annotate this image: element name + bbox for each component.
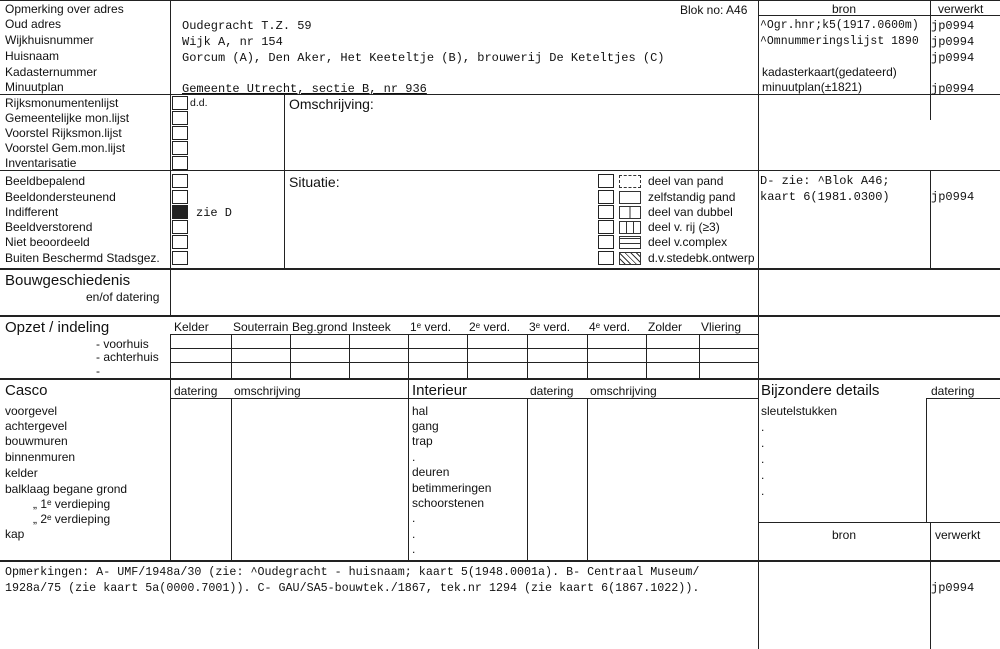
opzet-grid-line: [290, 334, 291, 378]
bron-entry: ^Ogr.hnr;k5(1917.0600m): [760, 19, 919, 32]
details-datering-label: datering: [931, 384, 975, 398]
situatie-option: deel van pand: [648, 174, 724, 188]
opmerkingen-line: 1928a/75 (zie kaart 5a(0000.7001)). C- GAU/SA5-bouwtek./1867, tek.nr 1294 (zie kaart 6(1867.1022)).: [5, 581, 700, 595]
interieur-title: Interieur: [412, 382, 468, 399]
label-voorstel-rijks: Voorstel Rijksmon.lijst: [5, 126, 122, 140]
casco-datering-label: datering: [174, 384, 218, 398]
interieur-item: betimmeringen: [412, 481, 492, 495]
opzet-grid-line: [527, 334, 528, 378]
opzet-col-1-verd: 1ᵉ verd.: [410, 320, 452, 334]
bron-header: bron: [832, 2, 857, 16]
details-bron-label: bron: [832, 528, 857, 542]
opzet-grid-line: [587, 334, 588, 378]
situatie-option: deel van dubbel: [648, 205, 733, 219]
divider: [0, 378, 1000, 380]
interieur-item: trap: [412, 434, 433, 448]
opzet-col-souterrain: Souterrain: [233, 320, 289, 334]
label-inventarisatie: Inventarisatie: [5, 156, 77, 170]
opzet-grid-line: [467, 334, 468, 378]
checkbox-beeldbepalend[interactable]: [172, 174, 188, 188]
bouwgeschiedenis-subtitle: en/of datering: [86, 290, 160, 304]
situatie-bron: kaart 6(1981.0300): [760, 190, 890, 204]
label-opmerking-adres: Opmerking over adres: [5, 2, 124, 16]
details-item: sleutelstukken: [761, 404, 838, 418]
casco-item: achtergevel: [5, 419, 68, 433]
interieur-datering-label: datering: [530, 384, 574, 398]
casco-omschrijving-label: omschrijving: [234, 384, 301, 398]
divider: [587, 398, 588, 560]
bron-entry: kadasterkaart(gedateerd): [762, 65, 897, 79]
bouwgeschiedenis-title: Bouwgeschiedenis: [5, 272, 131, 289]
divider: [758, 522, 1000, 523]
divider: [0, 170, 1000, 171]
divider: [231, 398, 232, 560]
divider: [527, 398, 528, 560]
minuutplan-value: Gemeente Utrecht, sectie B, nr 936: [182, 82, 427, 96]
checkbox-rijksmonument[interactable]: [172, 96, 188, 110]
label-buiten-beschermd: Buiten Beschermd Stadsgez.: [5, 251, 160, 265]
interieur-item: deuren: [412, 465, 450, 479]
verwerkt-entry: jp0994: [931, 82, 975, 96]
deel-van-pand-icon: [619, 175, 641, 188]
checkbox-buiten-beschermd[interactable]: [172, 251, 188, 265]
dd-label: d.d.: [190, 97, 208, 109]
interieur-item: .: [412, 450, 416, 464]
label-gemeentelijke: Gemeentelijke mon.lijst: [5, 111, 130, 125]
details-item: .: [761, 484, 765, 498]
checkbox-indifferent[interactable]: [172, 205, 188, 219]
verwerkt-entry: jp0994: [931, 35, 975, 49]
opzet-grid-line: [699, 334, 700, 378]
wijkhuisnummer-value: Wijk A, nr 154: [182, 35, 283, 49]
zie-d-note: zie D: [196, 206, 233, 220]
divider: [930, 170, 931, 268]
divider: [758, 0, 759, 649]
checkbox-deel-van-dubbel[interactable]: [598, 205, 614, 219]
casco-item: balklaag begane grond: [5, 482, 128, 496]
opzet-grid-line: [349, 334, 350, 378]
situatie-option: d.v.stedebk.ontwerp: [648, 251, 755, 265]
checkbox-gemeentelijk[interactable]: [172, 111, 188, 125]
checkbox-beeldverstorend[interactable]: [172, 220, 188, 234]
opzet-title: Opzet / indeling: [5, 319, 110, 336]
divider: [0, 94, 1000, 95]
complex-icon: [619, 236, 641, 249]
opzet-grid-line: [170, 334, 171, 378]
casco-item: „ 1ᵉ verdieping: [33, 497, 111, 511]
divider: [0, 560, 1000, 562]
opzet-col-zolder: Zolder: [648, 320, 683, 334]
zelfstandig-pand-icon: [619, 191, 641, 204]
details-item: .: [761, 468, 765, 482]
checkbox-beeldondersteunend[interactable]: [172, 190, 188, 204]
interieur-item: hal: [412, 404, 429, 418]
casco-item: „ 2ᵉ verdieping: [33, 512, 111, 526]
label-huisnaam: Huisnaam: [5, 49, 60, 63]
interieur-item: gang: [412, 419, 439, 433]
checkbox-deel-v-rij[interactable]: [598, 220, 614, 234]
checkbox-deel-van-pand[interactable]: [598, 174, 614, 188]
checkbox-stedebk-ontwerp[interactable]: [598, 251, 614, 265]
label-rijksmonumentenlijst: Rijksmonumentenlijst: [5, 96, 119, 110]
opzet-col-beg-grond: Beg.grond: [292, 320, 348, 334]
opzet-col-3-verd: 3ᵉ verd.: [529, 320, 571, 334]
opzet-col-4-verd: 4ᵉ verd.: [589, 320, 631, 334]
label-beeldondersteunend: Beeldondersteunend: [5, 190, 116, 204]
verwerkt-header: verwerkt: [938, 2, 984, 16]
label-oud-adres: Oud adres: [5, 17, 62, 31]
opzet-grid-line: [170, 334, 758, 335]
verwerkt-entry: jp0994: [931, 19, 975, 33]
huisnaam-value: Gorcum (A), Den Aker, Het Keeteltje (B), brouwerij De Keteltjes (C): [182, 51, 665, 65]
situatie-verwerkt: jp0994: [931, 190, 975, 204]
details-verwerkt-label: verwerkt: [935, 528, 981, 542]
bron-entry: ^Omnummeringslijst 1890: [760, 35, 919, 48]
checkbox-zelfstandig-pand[interactable]: [598, 190, 614, 204]
details-item: .: [761, 436, 765, 450]
casco-item: bouwmuren: [5, 434, 68, 448]
details-title: Bijzondere details: [761, 382, 880, 399]
divider: [170, 0, 171, 268]
interieur-item: .: [412, 511, 416, 525]
opzet-grid-line: [170, 362, 758, 363]
situatie-option: deel v.complex: [648, 235, 728, 249]
situatie-option: deel v. rij (≥3): [648, 220, 720, 234]
checkbox-voorstel-rijks[interactable]: [172, 126, 188, 140]
details-item: .: [761, 420, 765, 434]
casco-title: Casco: [5, 382, 48, 399]
opzet-col-vliering: Vliering: [701, 320, 742, 334]
opzet-row-voorhuis: - voorhuis: [96, 337, 149, 351]
opzet-row-empty: -: [96, 364, 100, 378]
divider: [926, 398, 927, 522]
opzet-col-kelder: Kelder: [174, 320, 209, 334]
label-niet-beoordeeld: Niet beoordeeld: [5, 235, 90, 249]
dubbel-pand-icon: [619, 206, 641, 219]
opzet-col-insteek: Insteek: [352, 320, 391, 334]
verwerkt-entry: jp0994: [931, 51, 975, 65]
omschrijving-label: Omschrijving:: [289, 96, 374, 112]
opzet-grid-line: [170, 348, 758, 349]
interieur-omschrijving-label: omschrijving: [590, 384, 657, 398]
opzet-grid-line: [231, 334, 232, 378]
divider: [408, 380, 409, 560]
label-voorstel-gem: Voorstel Gem.mon.lijst: [5, 141, 126, 155]
label-beeldbepalend: Beeldbepalend: [5, 174, 86, 188]
casco-item: voorgevel: [5, 404, 58, 418]
checkbox-niet-beoordeeld[interactable]: [172, 235, 188, 249]
divider: [170, 270, 171, 315]
opzet-row-achterhuis: - achterhuis: [96, 350, 159, 364]
interieur-item: schoorstenen: [412, 496, 485, 510]
label-beeldverstorend: Beeldverstorend: [5, 220, 93, 234]
blok-number: Blok no: A46: [680, 3, 748, 17]
rij-pand-icon: [619, 221, 641, 234]
divider: [170, 380, 171, 560]
opmerkingen-verwerkt: jp0994: [931, 581, 975, 595]
bron-entry: minuutplan(±1821): [762, 80, 862, 94]
opzet-col-2-verd: 2ᵉ verd.: [469, 320, 511, 334]
opzet-grid-line: [646, 334, 647, 378]
divider: [0, 268, 1000, 270]
interieur-item: .: [412, 527, 416, 541]
label-kadasternummer: Kadasternummer: [5, 65, 98, 79]
divider: [284, 94, 285, 268]
casco-item: binnenmuren: [5, 450, 76, 464]
situatie-label: Situatie:: [289, 174, 340, 190]
divider: [926, 398, 1000, 399]
checkbox-deel-v-complex[interactable]: [598, 235, 614, 249]
situatie-option: zelfstandig pand: [648, 190, 736, 204]
divider: [0, 0, 1000, 1]
checkbox-inventarisatie[interactable]: [172, 156, 188, 170]
opmerkingen-line: Opmerkingen: A- UMF/1948a/30 (zie: ^Oudegracht - huisnaam; kaart 5(1948.0001a). B- Centraal Museum/: [5, 565, 700, 579]
situatie-bron: D- zie: ^Blok A46;: [760, 174, 890, 188]
label-indifferent: Indifferent: [5, 205, 59, 219]
casco-item: kap: [5, 527, 25, 541]
details-item: .: [761, 452, 765, 466]
divider: [0, 315, 1000, 317]
label-minuutplan: Minuutplan: [5, 80, 64, 94]
casco-item: kelder: [5, 466, 38, 480]
label-wijkhuisnummer: Wijkhuisnummer: [5, 33, 94, 47]
stedebouw-icon: [619, 252, 641, 265]
interieur-item: .: [412, 542, 416, 556]
opzet-grid-line: [408, 334, 409, 378]
checkbox-voorstel-gem[interactable]: [172, 141, 188, 155]
oud-adres-value: Oudegracht T.Z. 59: [182, 19, 312, 33]
